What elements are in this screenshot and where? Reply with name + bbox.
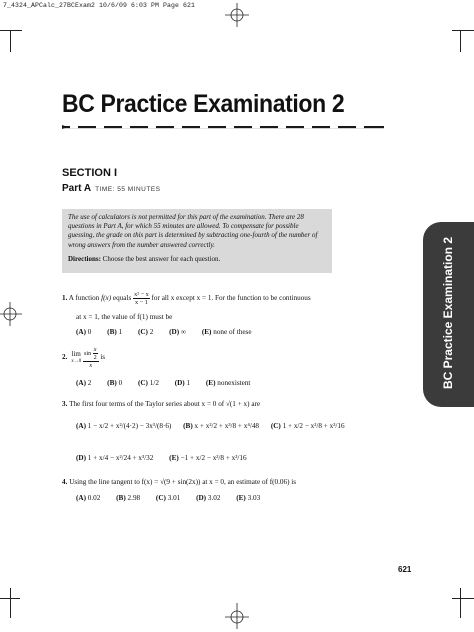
print-slug: 7_4324_APCalc_27BCExam2 10/6/09 6:03 PM Page 621: [3, 2, 196, 9]
choice-text: 1: [118, 328, 123, 336]
q1-numerator: x² − x: [134, 291, 149, 298]
q2-choices: [76, 379, 250, 388]
q2-denominator: x: [89, 362, 93, 369]
choice-text: ∞: [180, 328, 187, 336]
q2-lim-sub: x→0: [71, 358, 82, 364]
instructions-text: The use of calculators is not permitted for this part of the examination. There are 28 questions in Part A, for which 55 minutes are allowed. To compensate for possible guessing, the grade on this part is determined by subtracting one-fourth of the number of wrong answers from the number answered correctly.: [68, 213, 318, 249]
question-number: 1.: [62, 294, 68, 303]
registration-mark-icon: [0, 302, 22, 326]
choice-letter: (B): [107, 328, 117, 336]
q2-lim: lim: [71, 349, 81, 358]
section-heading: SECTION I: [62, 167, 118, 179]
q1-denominator: x − 1: [135, 299, 148, 306]
choice-letter: (C): [270, 422, 281, 430]
choice-letter: (E): [205, 379, 216, 387]
side-tab-label: BC Practice Examination 2: [441, 236, 455, 390]
directions: [68, 255, 326, 264]
choice-letter: (E): [169, 454, 179, 462]
part-label: Part A: [62, 183, 92, 194]
crop-mark: [452, 30, 474, 31]
choice-letter: (C): [137, 328, 148, 336]
choice-letter: (C): [137, 379, 148, 387]
choice-text: x + x²/2 + x³/8 + x⁴/48: [194, 422, 260, 430]
directions-label: Directions:: [68, 254, 101, 263]
crop-mark: [452, 598, 474, 599]
choice-text: 0.02: [87, 494, 101, 502]
choice-letter: (E): [201, 328, 212, 336]
registration-mark-icon: [225, 603, 249, 629]
choice-letter: (B): [116, 494, 126, 502]
q4-choices: [76, 494, 260, 503]
choice-text: 2.98: [127, 494, 141, 502]
page-number: 621: [398, 565, 412, 574]
q1-fx: f(x): [101, 294, 112, 303]
q2-sin: sin: [83, 349, 92, 357]
choice-letter: (D): [76, 454, 86, 462]
q2-inner-frac: [93, 346, 98, 361]
choice-text: 1: [186, 379, 191, 387]
q1-line2: at x = 1, the value of f(1) must be: [76, 313, 173, 321]
q2-inner-den: 2: [93, 354, 97, 361]
q2-fraction: [83, 346, 99, 369]
question-4: [62, 478, 296, 487]
part-heading: [62, 183, 161, 194]
question-3: [62, 400, 260, 409]
q1-fraction: [133, 291, 150, 306]
choice-letter: (A): [76, 422, 86, 430]
choice-text: 2: [87, 379, 92, 387]
q1-text-b: for all x except x = 1. For the function to be continuous: [151, 294, 311, 303]
question-number: 4.: [62, 478, 68, 486]
choice-text: 1 + x/2 − x²/8 + x³/16: [282, 422, 345, 430]
crop-mark: [0, 30, 22, 31]
q2-limit: [71, 351, 81, 365]
choice-text: none of these: [213, 328, 252, 336]
choice-text: 1 − x/2 + x²/(4·2) − 3x³/(8·6): [87, 422, 172, 430]
choice-letter: (A): [76, 379, 86, 387]
q2-inner-num: x: [93, 346, 97, 353]
crop-mark: [460, 588, 461, 618]
question-number: 3.: [62, 400, 68, 408]
registration-mark-icon: [225, 3, 249, 27]
directions-text: Choose the best answer for each question.: [102, 254, 221, 263]
title-rule: [62, 124, 384, 130]
q3-choices-row1: [76, 422, 345, 431]
choice-letter: (D): [196, 494, 207, 502]
crop-mark: [460, 30, 461, 52]
choice-letter: (A): [76, 328, 86, 336]
choice-text: 3.02: [207, 494, 221, 502]
choice-letter: (C): [155, 494, 166, 502]
choice-text: 1 + x/4 − x²/24 + x³/32: [87, 454, 154, 462]
choice-text: 3.03: [247, 494, 261, 502]
choice-letter: (D): [174, 379, 185, 387]
choice-text: 0: [118, 379, 123, 387]
crop-mark: [0, 598, 20, 599]
q1-choices: [76, 328, 252, 337]
crop-mark: [10, 588, 11, 618]
q1-text-a: A function: [68, 294, 100, 303]
q4-text: Using the line tangent to f(x) = √(9 + sin(2x)) at x = 0, an estimate of f(0.06) is: [69, 478, 297, 486]
choice-text: 1/2: [149, 379, 159, 387]
part-time: TIME: 55 MINUTES: [95, 186, 161, 193]
choice-text: 0: [87, 328, 92, 336]
question-1: [62, 291, 311, 306]
choice-text: −1 + x/2 − x²/8 + x³/16: [180, 454, 247, 462]
choice-text: nonexistent: [217, 379, 251, 387]
choice-letter: (A): [76, 494, 86, 502]
page-title: BC Practice Examination 2: [62, 90, 345, 118]
q2-numerator: [83, 346, 99, 362]
choice-text: 3.01: [167, 494, 181, 502]
question-number: 2.: [62, 353, 68, 361]
crop-mark: [10, 30, 11, 52]
choice-letter: (B): [107, 379, 117, 387]
q1-equals: equals: [112, 294, 132, 303]
question-2: [62, 346, 105, 369]
q3-text: The first four terms of the Taylor series about x = 0 of √(1 + x) are: [69, 400, 261, 408]
choice-letter: (D): [169, 328, 180, 336]
q2-is: is: [100, 353, 106, 361]
choice-letter: (B): [183, 422, 193, 430]
choice-letter: (E): [236, 494, 246, 502]
choice-text: 2: [149, 328, 154, 336]
q3-choices-row2: [76, 454, 247, 463]
instructions-box: [62, 209, 332, 273]
